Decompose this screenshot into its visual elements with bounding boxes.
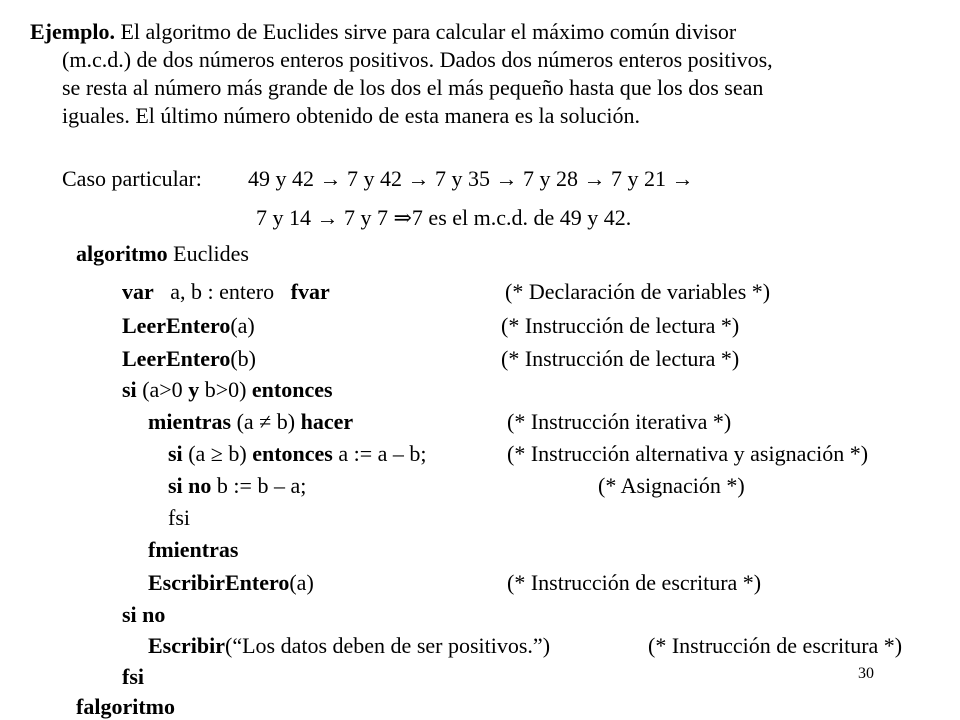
end-if-outer: fsi xyxy=(122,664,144,689)
example-line-2: (m.c.d.) de dos números enteros positivos. Dados dos números enteros positivos, xyxy=(62,47,773,72)
end-algorithm: falgoritmo xyxy=(76,694,175,719)
end-while: fmientras xyxy=(148,537,239,562)
comment-read-b: (* Instrucción de lectura *) xyxy=(501,346,740,371)
comment-assignment: (* Asignación *) xyxy=(598,473,745,498)
comment-iterative: (* Instrucción iterativa *) xyxy=(507,409,732,434)
if-positive-statement: si (a>0 y b>0) entonces xyxy=(122,377,333,402)
write-message-statement: Escribir(“Los datos deben de ser positivos.”) xyxy=(148,633,551,658)
comment-read-a: (* Instrucción de lectura *) xyxy=(501,313,740,338)
end-if-inner: fsi xyxy=(168,505,190,530)
comment-write-integer: (* Instrucción de escritura *) xyxy=(507,570,762,595)
comment-write-message: (* Instrucción de escritura *) xyxy=(648,633,903,658)
else-assign-statement: si no b := b – a; xyxy=(168,473,307,498)
comment-declaration: (* Declaración de variables *) xyxy=(505,279,771,304)
else-outer: si no xyxy=(122,602,166,627)
var-declaration: var a, b : entero fvar xyxy=(122,279,330,304)
caso-label: Caso particular: xyxy=(62,166,202,191)
example-heading: Ejemplo. xyxy=(30,19,115,44)
read-a-statement: LeerEntero(a) xyxy=(122,313,255,338)
caso-line-1: 49 y 42 → 7 y 42 → 7 y 35 → 7 y 28 → 7 y 21 → xyxy=(248,166,694,191)
algorithm-header: algoritmo Euclides xyxy=(76,241,249,266)
read-b-statement: LeerEntero(b) xyxy=(122,346,256,371)
while-statement: mientras (a ≠ b) hacer xyxy=(148,409,354,434)
example-line-1: Ejemplo. El algoritmo de Euclides sirve para calcular el máximo común divisor xyxy=(30,19,737,44)
if-compare-statement: si (a ≥ b) entonces a := a – b; xyxy=(168,441,427,466)
comment-alternative: (* Instrucción alternativa y asignación *) xyxy=(507,441,869,466)
example-line-3: se resta al número más grande de los dos el más pequeño hasta que los dos sean xyxy=(62,75,764,100)
page-number: 30 xyxy=(858,665,874,682)
example-line-4: iguales. El último número obtenido de esta manera es la solución. xyxy=(62,103,640,128)
caso-line-2: 7 y 14 → 7 y 7 ⇒7 es el m.c.d. de 49 y 42. xyxy=(256,205,632,230)
example-paragraph xyxy=(30,18,930,130)
write-integer-statement: EscribirEntero(a) xyxy=(148,570,314,595)
